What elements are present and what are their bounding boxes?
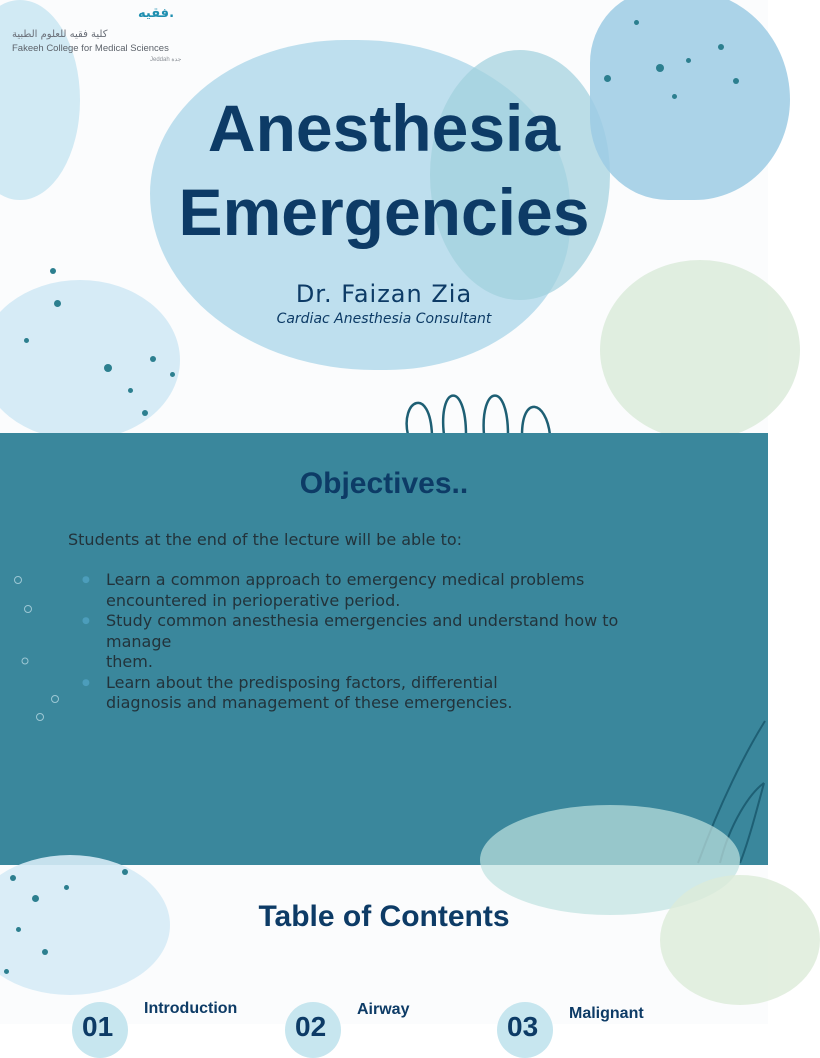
title-line-2: Emergencies: [178, 175, 590, 249]
speckle-dot: [634, 20, 639, 25]
toc-label-3[interactable]: Malignant: [569, 1005, 644, 1022]
toc-title: Table of Contents: [258, 900, 510, 933]
college-logo-mark: فقيه.: [138, 6, 175, 21]
speckle-dot: [64, 885, 69, 890]
toc-label-1[interactable]: Introduction: [144, 1000, 238, 1017]
college-location: Jeddah جدة: [150, 57, 182, 63]
author-name: Dr. Faizan Zia: [295, 280, 473, 308]
presentation-title: [0, 86, 768, 254]
speckle-dot: [50, 268, 56, 274]
objectives-list: [106, 570, 706, 714]
speckle-dot: [42, 949, 48, 955]
toc-number-3: 03: [507, 1011, 539, 1042]
objective-item: ● Learn a common approach to emergency medical problems encountered in perioperative period.: [106, 570, 706, 611]
college-name-english: Fakeeh College for Medical Sciences: [12, 43, 169, 54]
toc-label-2[interactable]: Airway: [357, 1001, 410, 1018]
objective-item: ● Study common anesthesia emergencies and understand how to manage them.: [106, 611, 706, 673]
toc-number-2: 02: [295, 1011, 327, 1042]
speckle-dot: [656, 64, 664, 72]
title-slide[interactable]: [0, 0, 768, 433]
objectives-slide[interactable]: [0, 433, 768, 865]
speckle-dot: [10, 875, 16, 881]
decorative-loops: [400, 380, 560, 440]
speckle-dot: [128, 388, 133, 393]
toc-number-1: 01: [82, 1011, 114, 1042]
speckle-dot: [686, 58, 691, 63]
speckle-dot: [150, 356, 156, 362]
speckle-dot: [733, 78, 739, 84]
author-role: Cardiac Anesthesia Consultant: [276, 311, 492, 327]
speckle-dot: [170, 372, 175, 377]
speckle-dot: [4, 969, 9, 974]
objectives-intro: Students at the end of the lecture will be able to:: [68, 530, 463, 549]
college-name-arabic: كلية فقيه للعلوم الطبية: [12, 29, 108, 40]
objective-item: ● Learn about the predisposing factors, differential diagnosis and management of these emergencies.: [106, 673, 706, 714]
speckle-dot: [718, 44, 724, 50]
objectives-title: Objectives..: [299, 467, 469, 500]
speckle-dot: [142, 410, 148, 416]
title-line-1: Anesthesia: [207, 91, 561, 165]
toc-slide[interactable]: [0, 865, 768, 1042]
decorative-circles: [0, 563, 70, 733]
speckle-dot: [104, 364, 112, 372]
speckle-dot: [24, 338, 29, 343]
speckle-dot: [122, 869, 128, 875]
speckle-dot: [604, 75, 611, 82]
watercolor-blob: [660, 875, 820, 1005]
